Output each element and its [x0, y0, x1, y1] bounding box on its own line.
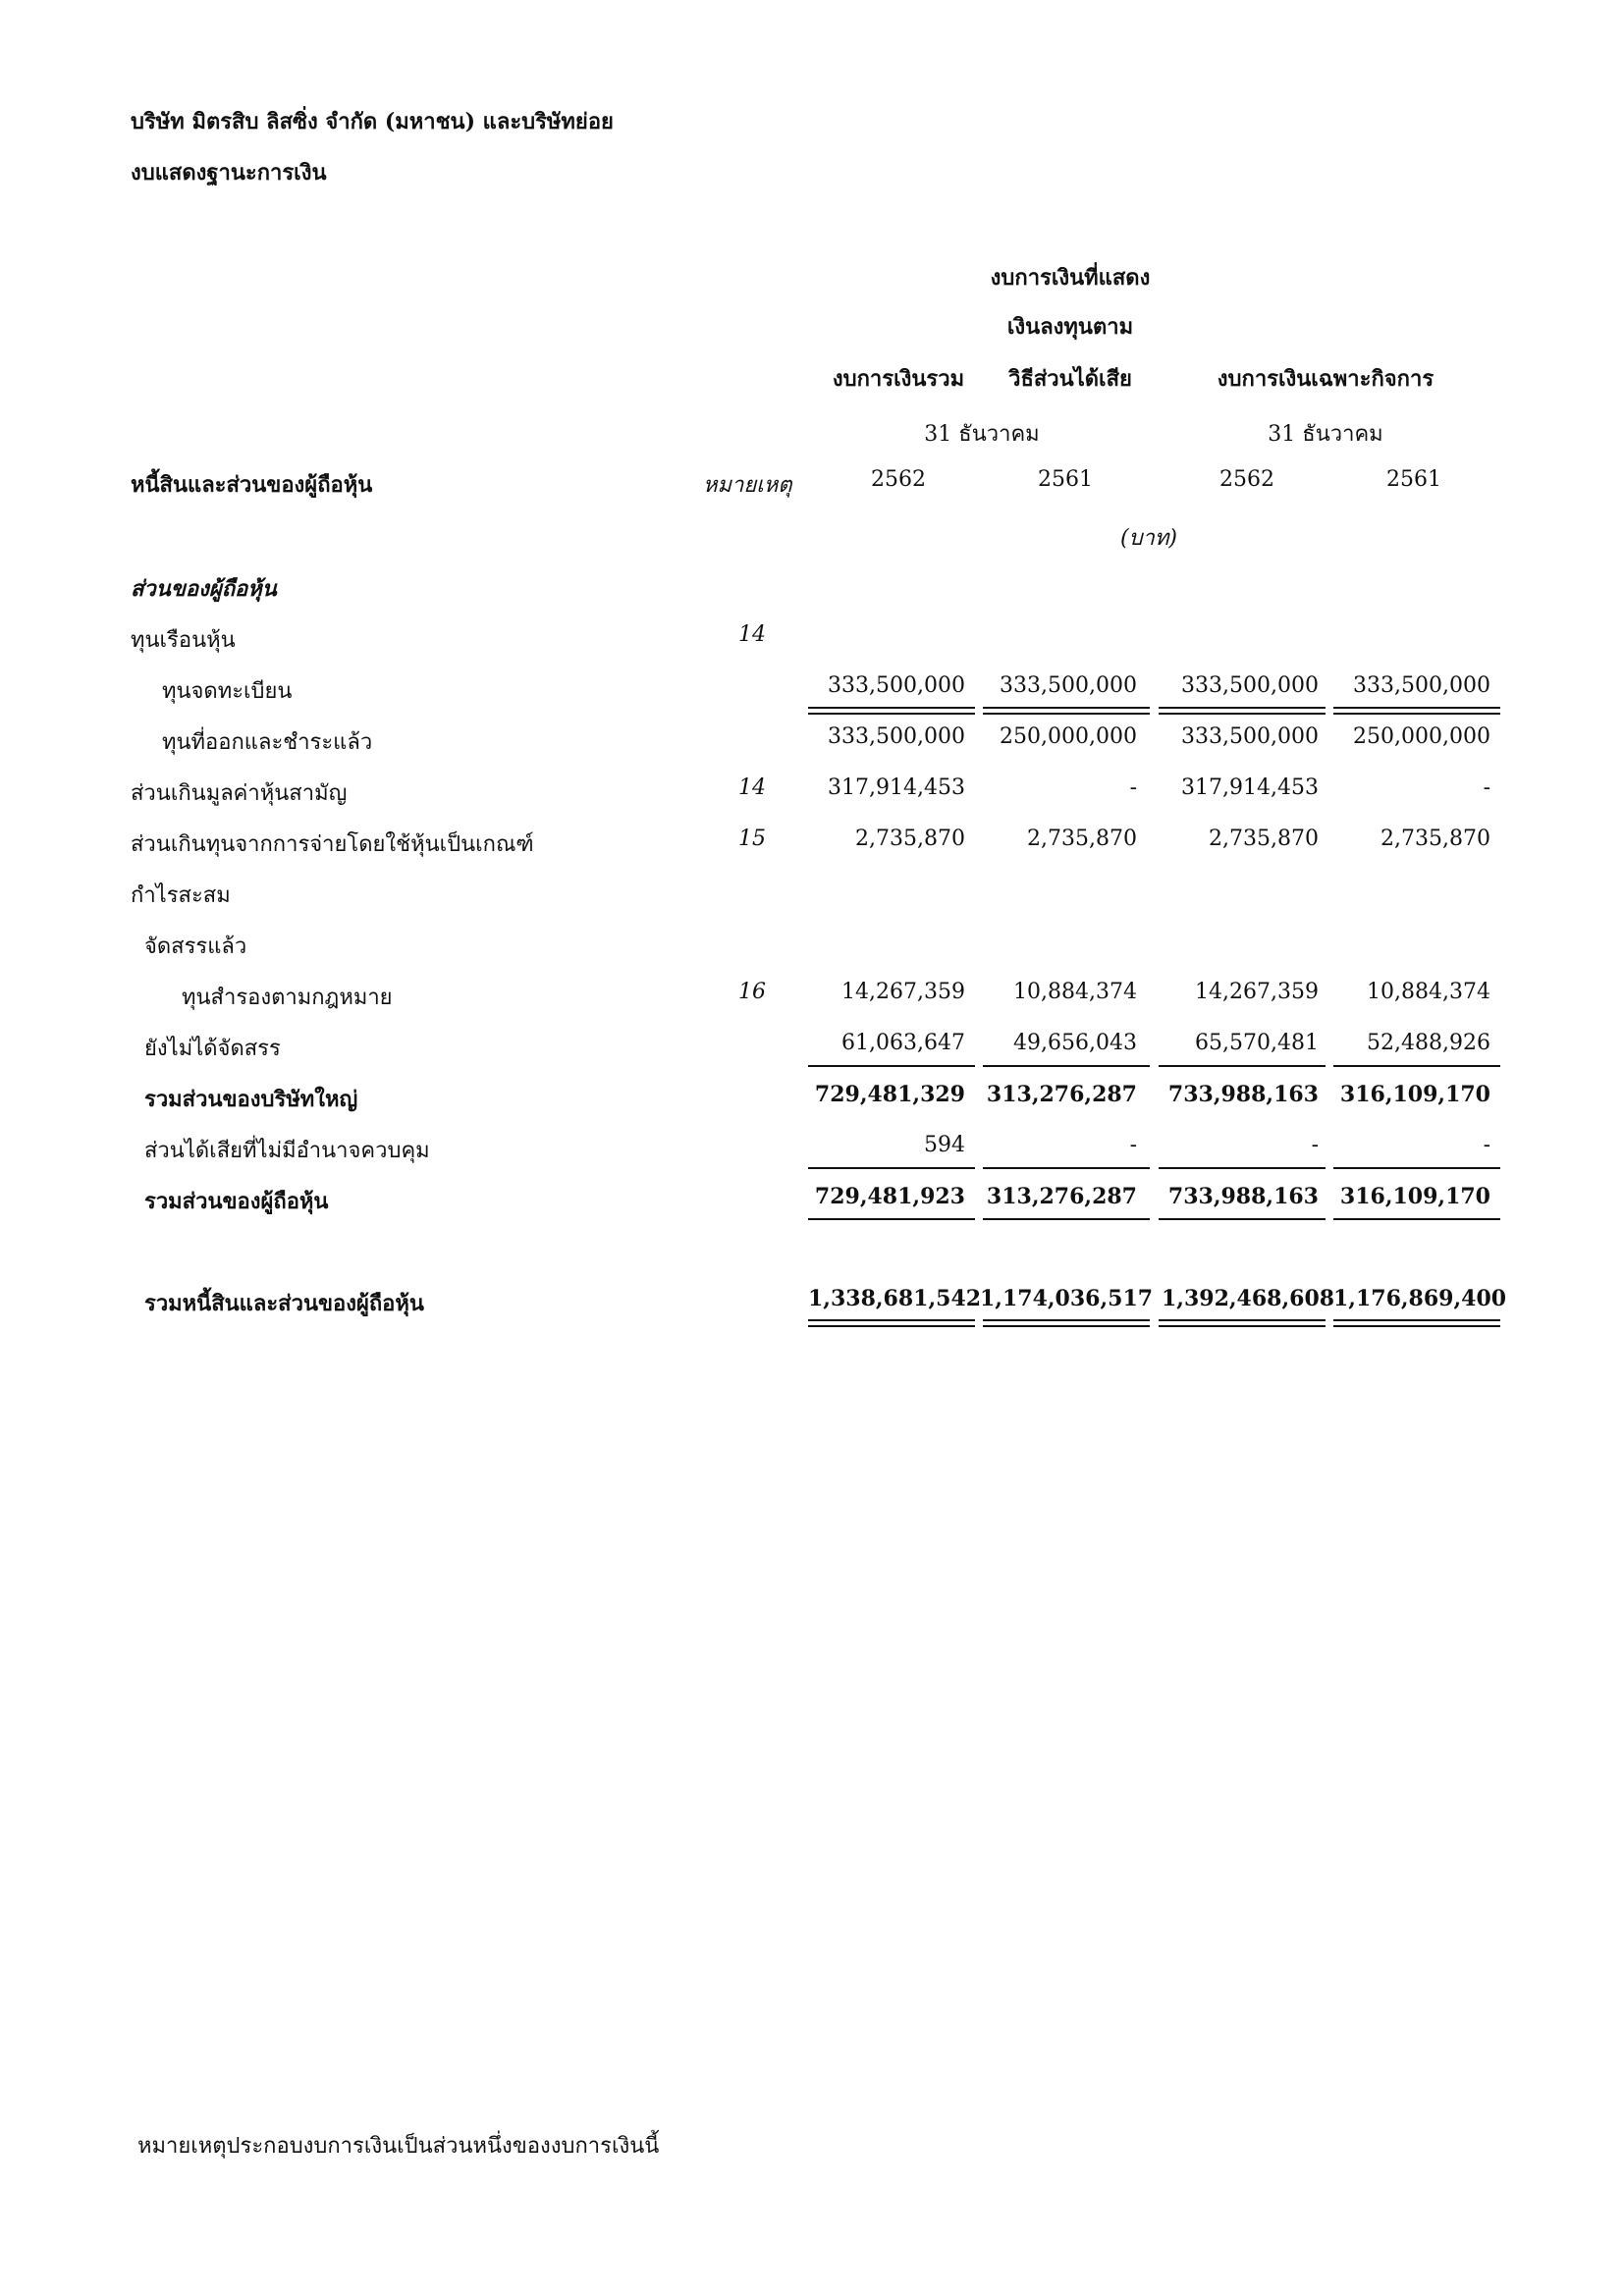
row-label-share-premium: ส่วนเกินมูลค่าหุ้นสามัญ	[131, 781, 348, 806]
row-value: 594	[924, 1133, 965, 1157]
row-value: 333,500,000	[1181, 724, 1319, 749]
row-label-total-equity: รวมส่วนของผู้ถือหุ้น	[144, 1189, 329, 1214]
underline	[808, 1065, 975, 1067]
row-label-total-parent: รวมส่วนของบริษัทใหญ่	[144, 1087, 358, 1112]
header-equity-method-line3: วิธีส่วนได้เสีย	[1008, 366, 1132, 392]
row-value: 317,914,453	[828, 775, 965, 800]
row-value: 729,481,329	[814, 1082, 965, 1107]
row-label-legal-reserve: ทุนสำรองตามกฎหมาย	[182, 986, 393, 1010]
row-value: 2,735,870	[1027, 827, 1137, 851]
row-label-issued: ทุนที่ออกและชำระแล้ว	[162, 730, 373, 755]
row-label-total-liabilities-equity: รวมหนี้สินและส่วนของผู้ถือหุ้น	[144, 1291, 424, 1316]
row-value: 333,500,000	[1181, 673, 1319, 698]
row-value: 733,988,163	[1167, 1184, 1319, 1209]
row-value: -	[1311, 1133, 1319, 1157]
row-value: 1,176,869,400	[1333, 1286, 1507, 1311]
row-value: 733,988,163	[1167, 1082, 1319, 1107]
year-col3: 2562	[1219, 467, 1274, 492]
row-note-share-capital: 14	[738, 622, 766, 647]
row-value: 317,914,453	[1181, 775, 1319, 800]
underline	[1159, 1167, 1326, 1169]
row-label-nci: ส่วนได้เสียที่ไม่มีอำนาจควบคุม	[144, 1139, 430, 1163]
footer-note: หมายเหตุประกอบงบการเงินเป็นส่วนหนึ่งของงบการเงินนี้	[137, 2134, 660, 2159]
double-underline	[983, 1319, 1150, 1327]
underline	[808, 1218, 975, 1220]
row-label-unappropriated: ยังไม่ได้จัดสรร	[144, 1037, 281, 1061]
underline	[1333, 1218, 1500, 1220]
row-value: 14,267,359	[1195, 980, 1319, 1004]
double-underline	[1159, 1319, 1326, 1327]
double-underline	[983, 707, 1150, 715]
underline	[1333, 1167, 1500, 1169]
row-value: -	[1129, 1133, 1137, 1157]
header-date-left: 31 ธันวาคม	[924, 422, 1040, 447]
row-value: 52,488,926	[1367, 1031, 1490, 1055]
header-consolidated: งบการเงินรวม	[832, 366, 965, 392]
double-underline	[808, 1319, 975, 1327]
row-label-share-based-surplus: ส่วนเกินทุนจากการจ่ายโดยใช้หุ้นเป็นเกณฑ์	[131, 832, 534, 857]
double-underline	[1159, 707, 1326, 715]
row-label-registered: ทุนจดทะเบียน	[162, 679, 293, 704]
double-underline	[1333, 707, 1500, 715]
row-value: 1,338,681,542	[808, 1286, 982, 1311]
unit-label: (บาท)	[1120, 526, 1177, 551]
row-label-appropriated: จัดสรรแล้ว	[144, 934, 247, 959]
row-value: 313,276,287	[986, 1184, 1137, 1209]
year-col2: 2561	[1038, 467, 1093, 492]
row-label-retained-earnings: กำไรสะสม	[131, 883, 231, 908]
year-col1: 2562	[871, 467, 926, 492]
row-value: 316,109,170	[1339, 1184, 1490, 1209]
row-value: 61,063,647	[841, 1031, 965, 1055]
row-note-share-based-surplus: 15	[738, 827, 766, 851]
row-value: 333,500,000	[828, 673, 965, 698]
row-label-share-capital: ทุนเรือนหุ้น	[131, 628, 236, 653]
row-value: 1,174,036,517	[980, 1286, 1154, 1311]
underline	[1333, 1065, 1500, 1067]
row-value: 333,500,000	[1000, 673, 1137, 698]
row-value: 10,884,374	[1013, 980, 1137, 1004]
statement-title: งบแสดงฐานะการเงิน	[131, 160, 327, 186]
double-underline	[1333, 1319, 1500, 1327]
underline	[983, 1167, 1150, 1169]
row-value: -	[1483, 775, 1490, 800]
row-value: 49,656,043	[1013, 1031, 1137, 1055]
row-value: 316,109,170	[1339, 1082, 1490, 1107]
row-value: 250,000,000	[1000, 724, 1137, 749]
double-underline	[808, 707, 975, 715]
row-value: -	[1483, 1133, 1490, 1157]
header-separate: งบการเงินเฉพาะกิจการ	[1217, 366, 1435, 392]
row-value: 313,276,287	[986, 1082, 1137, 1107]
row-value: 333,500,000	[1353, 673, 1490, 698]
year-col4: 2561	[1386, 467, 1441, 492]
row-value: 2,735,870	[1209, 827, 1319, 851]
header-equity-method-line2: เงินลงทุนตาม	[1006, 314, 1134, 340]
underline	[1159, 1218, 1326, 1220]
row-value: 250,000,000	[1353, 724, 1490, 749]
row-value: 2,735,870	[1380, 827, 1490, 851]
row-value: 10,884,374	[1367, 980, 1490, 1004]
underline	[1159, 1065, 1326, 1067]
row-value: 333,500,000	[828, 724, 965, 749]
row-value: 14,267,359	[841, 980, 965, 1004]
header-equity-method-line1: งบการเงินที่แสดง	[990, 265, 1151, 291]
section-header: หนี้สินและส่วนของผู้ถือหุ้น	[131, 472, 373, 498]
row-label-equity-heading: ส่วนของผู้ถือหุ้น	[131, 576, 277, 602]
row-value: -	[1129, 775, 1137, 800]
row-value: 729,481,923	[814, 1184, 965, 1209]
note-header: หมายเหตุ	[703, 473, 792, 498]
row-note-legal-reserve: 16	[738, 980, 766, 1004]
underline	[808, 1167, 975, 1169]
row-note-share-premium: 14	[738, 775, 766, 800]
row-value: 2,735,870	[855, 827, 965, 851]
underline	[983, 1065, 1150, 1067]
row-value: 65,570,481	[1195, 1031, 1319, 1055]
underline	[983, 1218, 1150, 1220]
row-value: 1,392,468,608	[1162, 1286, 1335, 1311]
company-name: บริษัท มิตรสิบ ลิสซิ่ง จำกัด (มหาชน) และบริษัทย่อย	[131, 109, 614, 134]
header-date-right: 31 ธันวาคม	[1268, 422, 1383, 447]
